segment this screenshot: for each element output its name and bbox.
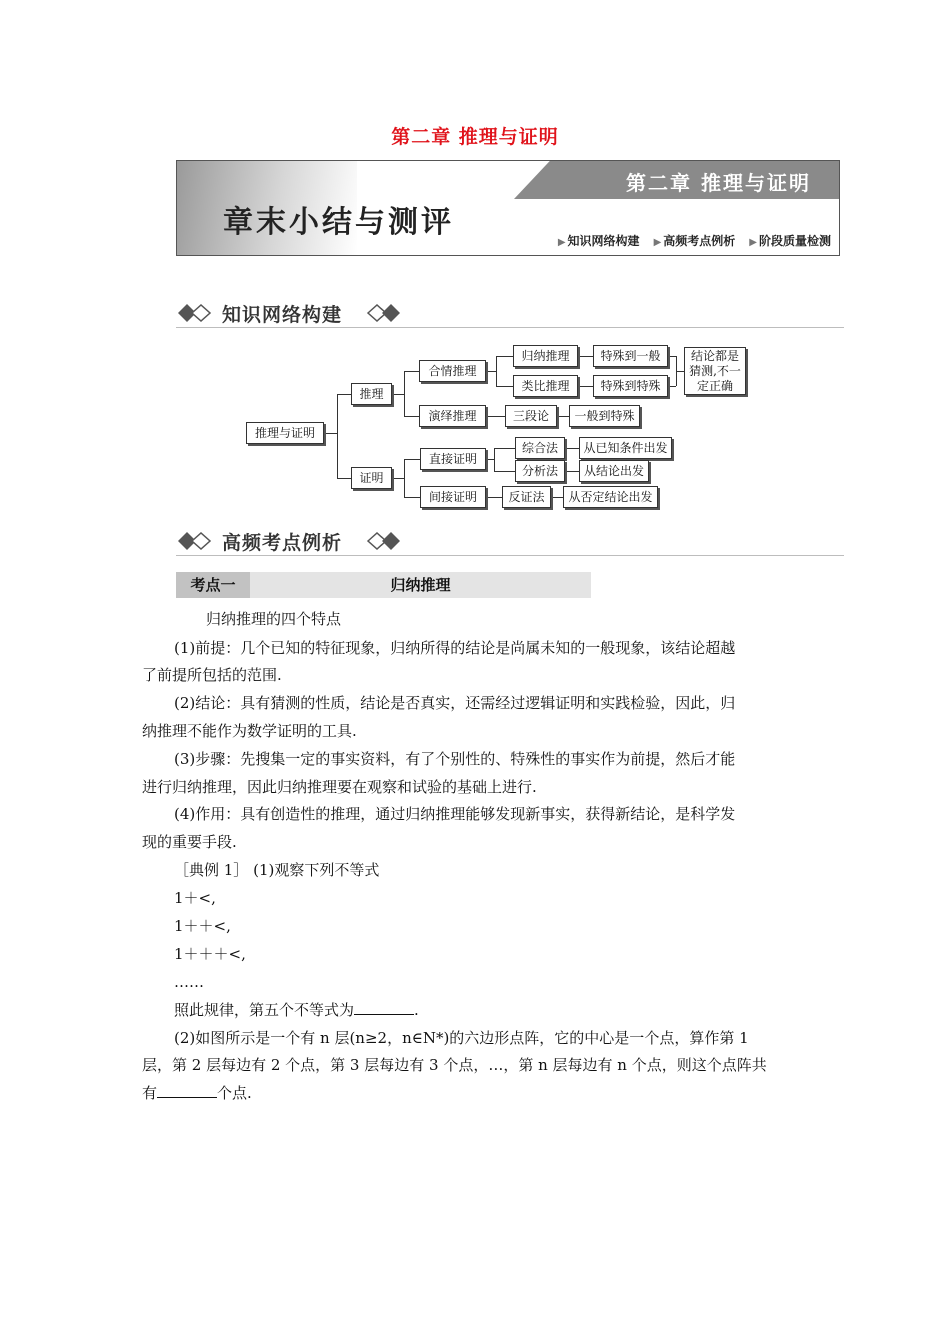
connector [565, 471, 579, 472]
connector [578, 386, 593, 387]
connector [404, 497, 420, 498]
section-divider [176, 555, 844, 556]
question-1: 照此规律，第五个不等式为 . [174, 1001, 419, 1019]
connector [551, 497, 563, 498]
node-from-negation: 从否定结论出发 [563, 486, 658, 508]
ellipsis: …… [174, 973, 204, 991]
connector [337, 394, 351, 395]
nav-item-topics: ▶ 高频考点例析 [653, 234, 736, 248]
diamond-decor-icon [362, 304, 400, 322]
banner-chapter: 第二章 推理与证明 [626, 171, 811, 195]
node-conclusion-note: 结论都是猜测,不一定正确 [684, 347, 746, 395]
knowledge-diagram [240, 338, 760, 513]
node-deductive: 演绎推理 [419, 405, 486, 427]
inequality-1: 1＋<, [174, 889, 216, 907]
page-title: 第二章 推理与证明 [391, 126, 559, 148]
example-line [174, 860, 379, 880]
node-from-conclusion: 从结论出发 [579, 460, 649, 482]
diamond-decor-icon [178, 532, 216, 550]
node-indirect-proof: 间接证明 [420, 486, 486, 508]
node-analytic: 分析法 [515, 460, 565, 482]
node-special-to-special: 特殊到特殊 [593, 375, 668, 397]
diamond-decor-icon [362, 532, 400, 550]
section-header-network [176, 298, 844, 328]
connector [486, 497, 502, 498]
body-p2b: 纳推理不能作为数学证明的工具. [142, 722, 357, 740]
connector [494, 448, 495, 471]
connector [496, 356, 513, 357]
connector [392, 394, 404, 395]
section-title-network: 知识网络构建 [222, 304, 343, 326]
kaodian-label: 考点一 [176, 572, 250, 598]
node-analogical: 类比推理 [513, 375, 578, 397]
chapter-banner [176, 160, 840, 256]
banner-nav [558, 232, 831, 249]
node-general-to-special: 一般到特殊 [569, 405, 640, 427]
inequality-2: 1＋＋<, [174, 917, 231, 935]
connector [496, 356, 497, 386]
node-synthetic: 综合法 [515, 437, 565, 459]
question-2b: 层，第 2 层每边有 2 个点，第 3 层每边有 3 个点，…，第 n 层每边有 n 个点，则这个点阵共 [142, 1056, 767, 1074]
node-special-to-general: 特殊到一般 [593, 345, 668, 367]
connector [392, 478, 404, 479]
nav-item-test: ▶ 阶段质量检测 [749, 234, 831, 248]
connector [494, 471, 515, 472]
connector [486, 416, 505, 417]
node-from-known: 从已知条件出发 [579, 437, 672, 459]
diamond-decor-icon [178, 304, 216, 322]
node-direct-proof: 直接证明 [420, 448, 486, 470]
connector [404, 371, 405, 416]
connector [578, 356, 593, 357]
connector [496, 386, 513, 387]
connector [486, 371, 496, 372]
body-p2a: (2)结论：具有猜测的性质，结论是否真实，还需经过逻辑证明和实践检验，因此，归 [174, 694, 736, 712]
body-p1b: 了前提所包括的范围. [142, 666, 282, 684]
kaodian-bar [176, 572, 591, 598]
connector [404, 371, 419, 372]
connector [668, 356, 676, 357]
triangle-icon: ▶ [749, 237, 757, 248]
triangle-icon: ▶ [557, 237, 566, 248]
connector [676, 371, 684, 372]
body-p4b: 现的重要手段. [142, 833, 237, 851]
body-p3b: 进行归纳推理，因此归纳推理要在观察和试验的基础上进行. [142, 778, 537, 796]
body-intro: 归纳推理的四个特点 [206, 610, 342, 628]
node-proof: 证明 [351, 467, 392, 489]
inequality-3: 1＋＋＋<, [174, 945, 246, 963]
node-inductive: 归纳推理 [513, 345, 578, 367]
connector [404, 459, 405, 497]
connector [486, 459, 494, 460]
banner-heading: 章末小结与测评 [223, 205, 454, 240]
section-title-topics: 高频考点例析 [222, 532, 343, 554]
nav-item-network: ▶ 知识网络构建 [557, 234, 640, 248]
kaodian-title: 归纳推理 [390, 576, 451, 594]
connector [668, 386, 676, 387]
question-2a: (2)如图所示是一个有 n 层(n≥2，n∈N*)的六边形点阵，它的中心是一个点，算作第 1 [174, 1029, 749, 1047]
connector [557, 416, 569, 417]
triangle-icon: ▶ [653, 237, 662, 248]
answer-blank [157, 1083, 217, 1098]
connector [337, 478, 351, 479]
connector [494, 448, 515, 449]
body-p4a: (4)作用：具有创造性的推理，通过归纳推理能够发现新事实，获得新结论，是科学发 [174, 805, 736, 823]
question-2c: 有 个点. [142, 1084, 252, 1102]
connector [404, 459, 420, 460]
section-divider [176, 327, 844, 328]
example-label: ［典例 1］ [174, 861, 249, 879]
example-part1: (1)观察下列不等式 [253, 861, 380, 879]
connector [337, 394, 338, 478]
answer-blank [354, 1000, 414, 1015]
node-syllogism: 三段论 [505, 405, 557, 427]
node-root: 推理与证明 [246, 422, 324, 444]
connector [404, 416, 419, 417]
node-plausible: 合情推理 [419, 360, 486, 382]
node-contradiction: 反证法 [502, 486, 551, 508]
body-p1a: (1)前提：几个已知的特征现象，归纳所得的结论是尚属未知的一般现象，该结论超越 [174, 639, 736, 657]
connector [565, 448, 579, 449]
body-p3a: (3)步骤：先搜集一定的事实资料，有了个别性的、特殊性的事实作为前提，然后才能 [174, 750, 736, 768]
section-header-topics [176, 526, 844, 556]
connector [324, 433, 337, 434]
node-reasoning: 推理 [351, 383, 392, 405]
